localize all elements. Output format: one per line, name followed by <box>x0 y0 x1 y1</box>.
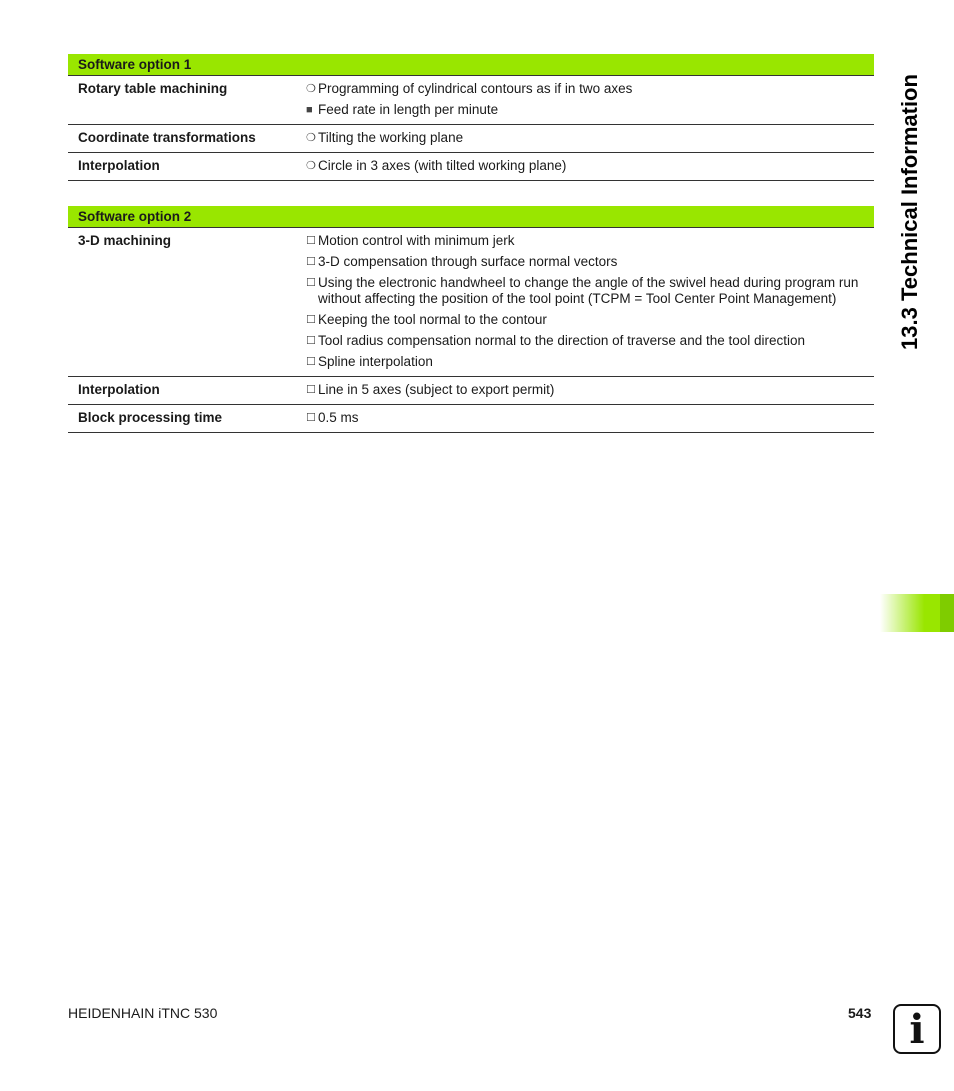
checkbox-bullet-icon: ☐ <box>306 356 316 368</box>
row-label: 3-D machining <box>78 233 172 248</box>
checkbox-bullet-icon: ☐ <box>306 335 316 347</box>
checkbox-bullet-icon: ☐ <box>306 384 316 396</box>
row-value: Circle in 3 axes (with tilted working plane) <box>318 158 567 173</box>
row-label: Coordinate transformations <box>78 130 256 145</box>
circle-bullet-icon: ❍ <box>306 160 316 172</box>
row-label: Interpolation <box>78 158 160 173</box>
row-label: Rotary table machining <box>78 81 228 96</box>
square-bullet-icon: ■ <box>306 104 313 116</box>
chapter-side-title-text: 13.3 Technical Information <box>897 74 922 350</box>
row-value: Line in 5 axes (subject to export permit) <box>318 382 555 397</box>
table-row <box>68 153 874 181</box>
chapter-side-title <box>895 52 925 372</box>
row-value: Motion control with minimum jerk <box>318 233 515 248</box>
footer-product: HEIDENHAIN iTNC 530 <box>68 1005 218 1021</box>
table-row <box>68 405 874 433</box>
row-value: Keeping the tool normal to the contour <box>318 312 547 327</box>
section-header: Software option 1 <box>68 54 874 76</box>
checkbox-bullet-icon: ☐ <box>306 314 316 326</box>
row-value: Using the electronic handwheel to change the angle of the swivel head during program run without affecting the position of the tool point (TCPM = Tool Center Point Management) <box>318 275 859 306</box>
table-row <box>68 125 874 153</box>
thumb-tab-accent <box>940 594 954 632</box>
software-option-1-table <box>68 54 874 181</box>
circle-bullet-icon: ❍ <box>306 132 316 144</box>
row-value: Tool radius compensation normal to the direction of traverse and the tool direction <box>318 333 806 348</box>
table-row <box>68 377 874 405</box>
checkbox-bullet-icon: ☐ <box>306 235 316 247</box>
row-label: Interpolation <box>78 382 160 397</box>
circle-bullet-icon: ❍ <box>306 83 316 95</box>
row-value: Spline interpolation <box>318 354 433 369</box>
section-header: Software option 2 <box>68 206 874 228</box>
checkbox-bullet-icon: ☐ <box>306 256 316 268</box>
software-option-2-table <box>68 206 874 433</box>
page-number: 543 <box>848 1005 872 1021</box>
row-value: 3-D compensation through surface normal vectors <box>318 254 618 269</box>
row-value: Feed rate in length per minute <box>318 102 499 117</box>
row-value: 0.5 ms <box>318 410 359 425</box>
checkbox-bullet-icon: ☐ <box>306 412 316 424</box>
chapter-thumb-tab <box>880 594 954 632</box>
row-label: Block processing time <box>78 410 223 425</box>
table-row <box>68 76 874 125</box>
row-value: Tilting the working plane <box>318 130 464 145</box>
row-value: Programming of cylindrical contours as if in two axes <box>318 81 633 96</box>
checkbox-bullet-icon: ☐ <box>306 277 316 289</box>
info-icon: i <box>893 1004 941 1054</box>
table-row <box>68 228 874 377</box>
